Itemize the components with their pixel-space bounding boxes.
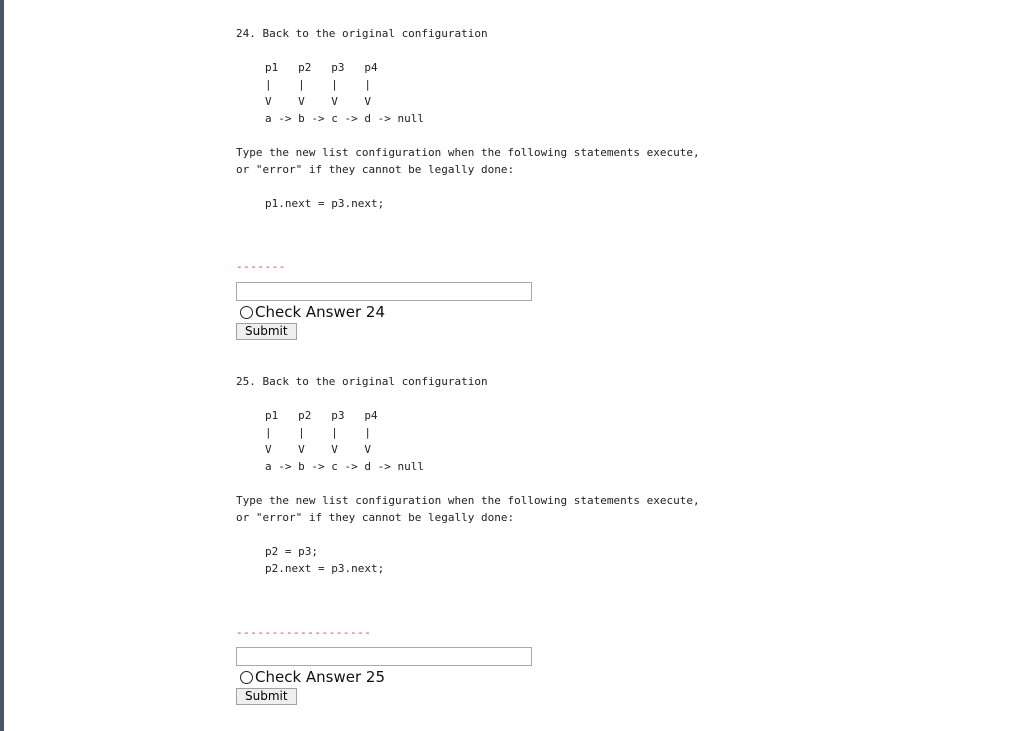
- diagram-pointers: p1 p2 p3 p4: [265, 61, 378, 74]
- code-statements: p2 = p3; p2.next = p3.next;: [265, 545, 385, 575]
- instructions: [236, 492, 796, 526]
- answer-input[interactable]: [236, 647, 532, 666]
- check-answer-label: Check Answer 25: [255, 668, 386, 686]
- check-answer-label: Check Answer 24: [255, 303, 386, 321]
- diagram-bars: | | | |: [265, 426, 371, 439]
- diagram-bars: | | | |: [265, 78, 371, 91]
- diagram-arrows: V V V V: [265, 443, 371, 456]
- diagram-list: a -> b -> c -> d -> null: [265, 112, 424, 125]
- code-statements: p1.next = p3.next;: [265, 197, 385, 210]
- instructions-line-2: or "error" if they cannot be legally done:: [236, 163, 515, 176]
- instructions: [236, 144, 796, 178]
- answer-input[interactable]: [236, 282, 532, 301]
- submit-button[interactable]: Submit: [236, 688, 297, 705]
- problem-25: [236, 373, 796, 703]
- diagram-pointers: p1 p2 p3 p4: [265, 409, 378, 422]
- instructions-line-1: Type the new list configuration when the following statements execute,: [236, 494, 700, 507]
- problem-heading: 25. Back to the original configuration: [236, 375, 488, 388]
- instructions-line-1: Type the new list configuration when the following statements execute,: [236, 146, 700, 159]
- check-answer-option[interactable]: [240, 303, 385, 321]
- window-left-edge: [0, 0, 4, 731]
- radio-icon[interactable]: [240, 671, 253, 684]
- diagram-arrows: V V V V: [265, 95, 371, 108]
- problem-24: [236, 25, 796, 338]
- answer-length-hint: -------------------: [236, 626, 372, 639]
- linked-list-diagram: [236, 59, 796, 127]
- instructions-line-2: or "error" if they cannot be legally done:: [236, 511, 515, 524]
- check-answer-option[interactable]: [240, 668, 385, 686]
- submit-button[interactable]: Submit: [236, 323, 297, 340]
- linked-list-diagram: [236, 407, 796, 475]
- radio-icon[interactable]: [240, 306, 253, 319]
- problem-heading: 24. Back to the original configuration: [236, 27, 488, 40]
- answer-length-hint: -------: [236, 260, 286, 273]
- diagram-list: a -> b -> c -> d -> null: [265, 460, 424, 473]
